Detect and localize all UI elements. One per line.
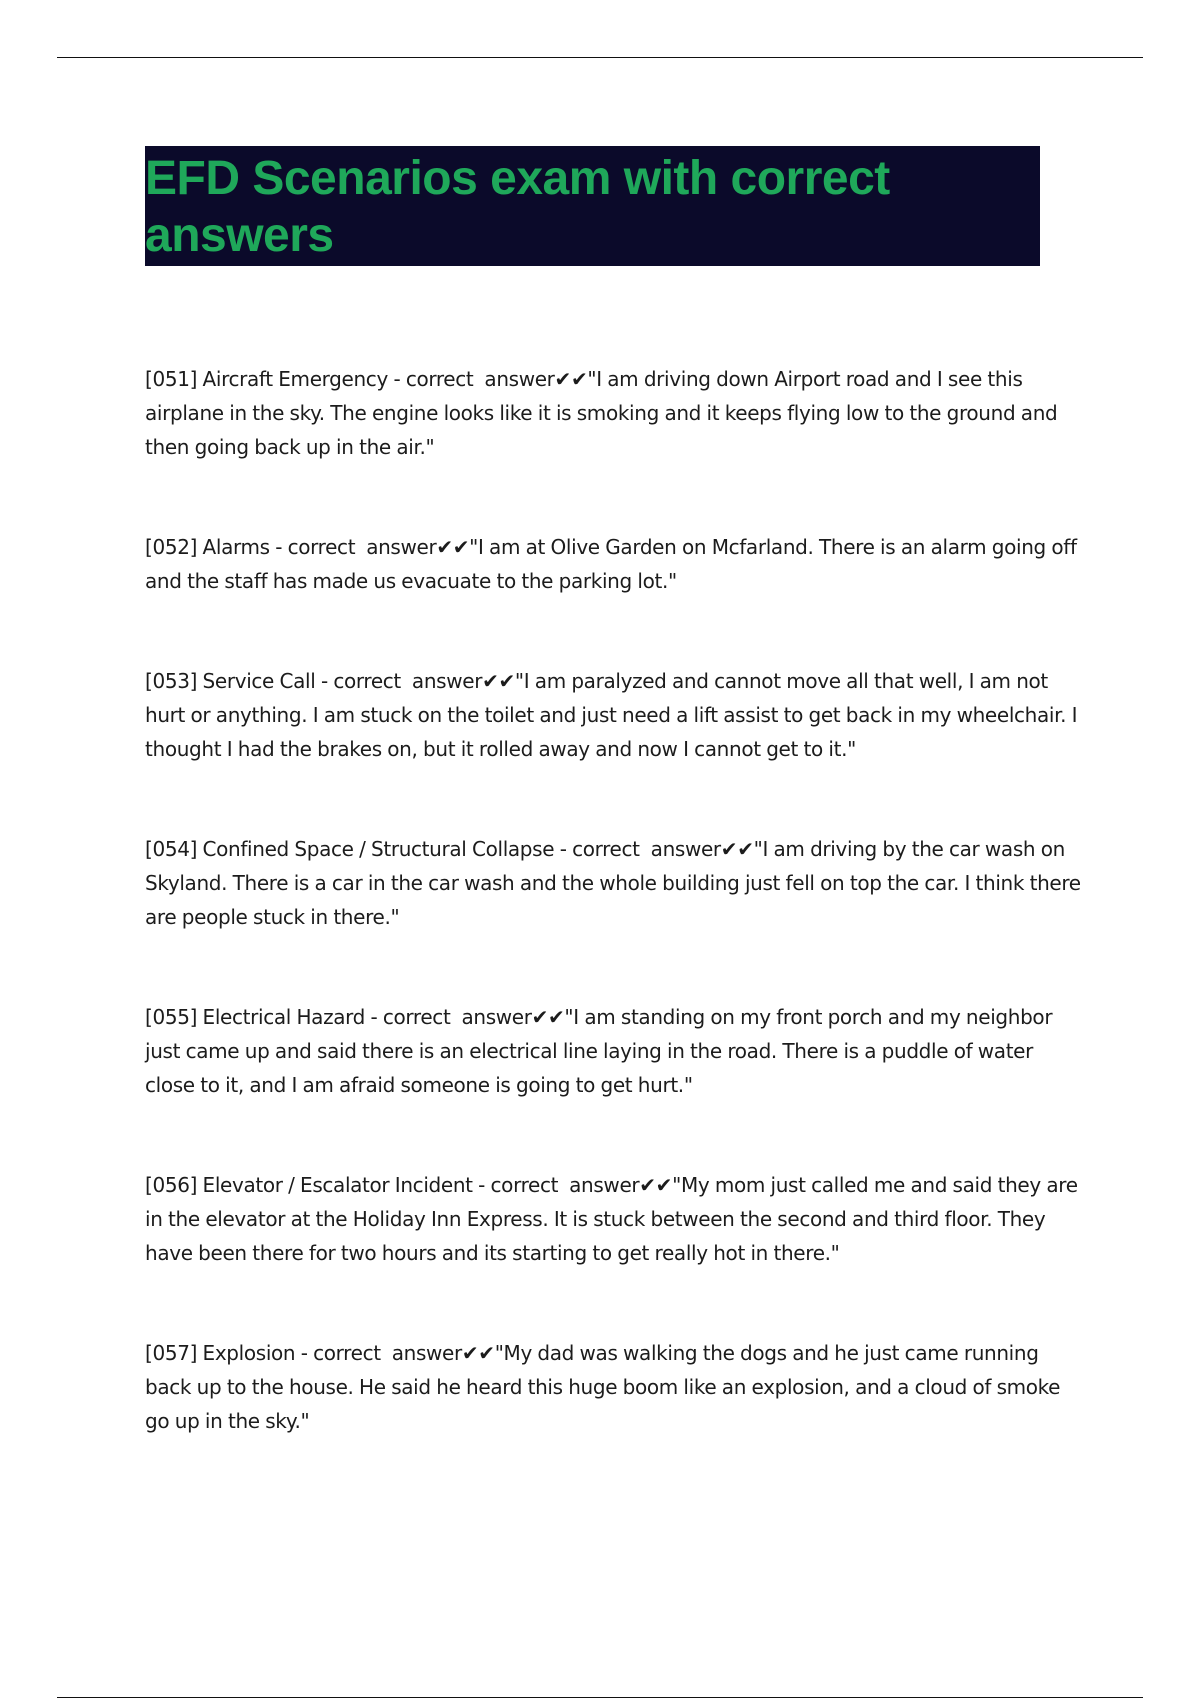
qa-answer: "I am standing on my front porch and my neighbor just came up and said there is an electrical line laying in the road. There is a puddle of water close to it, and I am afraid someone is going to get hurt." [145,1005,1053,1097]
qa-item-057 [145,1336,1085,1438]
qa-question: [053] Service Call [145,669,316,693]
qa-item-054 [145,832,1085,934]
qa-answer: "My dad was walking the dogs and he just came running back up to the house. He said he heard this huge boom like an explosion, and a cloud of smoke go up in the sky." [145,1341,1061,1433]
qa-item-051 [145,362,1085,464]
qa-answer: "I am paralyzed and cannot move all that well, I am not hurt or anything. I am stuck on the toilet and just need a lift assist to get back in my wheelchair. I thought I had the brakes on, but it rolled away and now I cannot get to it." [145,669,1078,761]
top-rule [57,57,1143,58]
bottom-rule [57,1697,1143,1698]
qa-separator: - correct answer✔✔ [472,1173,673,1197]
document-title: EFD Scenarios exam with correct answers [145,152,890,262]
title-banner [145,146,1040,266]
qa-answer: "My mom just called me and said they are in the elevator at the Holiday Inn Express. It is stuck between the second and third floor. They have been there for two hours and its starting to get really hot in there." [145,1173,1078,1265]
qa-separator: - correct answer✔✔ [554,837,754,861]
qa-item-055 [145,1000,1085,1102]
qa-answer: "I am at Olive Garden on Mcfarland. There is an alarm going off and the staff has made us evacuate to the parking lot." [145,535,1077,593]
qa-separator: - correct answer✔✔ [295,1341,495,1365]
qa-question: [051] Aircraft Emergency [145,367,388,391]
qa-item-056 [145,1168,1085,1270]
qa-question: [055] Electrical Hazard [145,1005,365,1029]
qa-question: [057] Explosion [145,1341,296,1365]
qa-item-052 [145,530,1085,598]
qa-separator: - correct answer✔✔ [387,367,588,391]
qa-question: [054] Confined Space / Structural Collapse [145,837,555,861]
qa-item-053 [145,664,1085,766]
qa-question: [056] Elevator / Escalator Incident [145,1173,473,1197]
qa-question: [052] Alarms [145,535,270,559]
qa-list [145,362,1085,1504]
qa-answer: "I am driving down Airport road and I see this airplane in the sky. The engine looks like it is smoking and it keeps flying low to the ground and then going back up in the air." [145,367,1058,459]
qa-answer: "I am driving by the car wash on Skyland. There is a car in the car wash and the whole building just fell on top the car. I think there are people stuck in there." [145,837,1081,929]
qa-separator: - correct answer✔✔ [364,1005,565,1029]
qa-separator: - correct answer✔✔ [269,535,470,559]
qa-separator: - correct answer✔✔ [315,669,515,693]
